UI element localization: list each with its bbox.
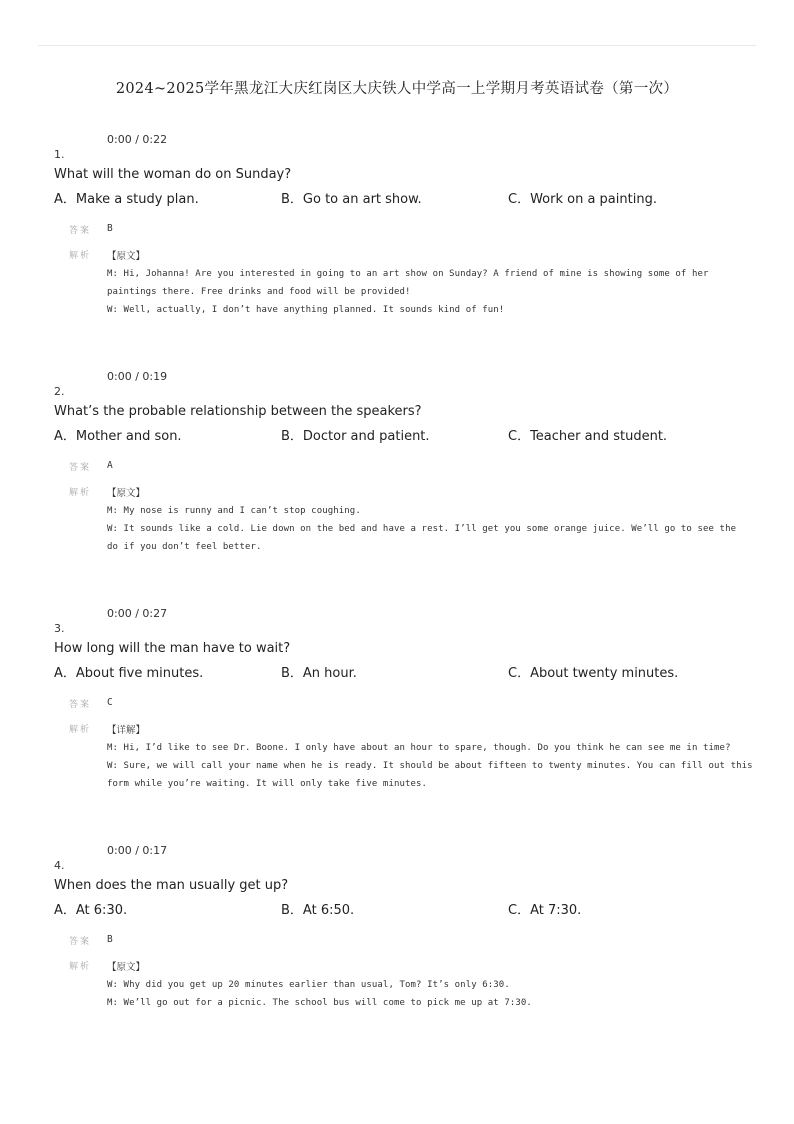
option-c: C．About twenty minutes. bbox=[508, 666, 679, 681]
option-a: A．About five minutes. bbox=[54, 666, 204, 681]
answer-value: C bbox=[107, 697, 113, 708]
question-block bbox=[0, 844, 794, 1081]
answer-label: 答案 bbox=[69, 937, 92, 947]
option-a: A．At 6:30. bbox=[54, 903, 128, 918]
option-a: A．Make a study plan. bbox=[54, 192, 199, 207]
question-block bbox=[0, 607, 794, 844]
explanation-heading: 【原文】 bbox=[107, 251, 146, 262]
question-number: 1. bbox=[54, 148, 65, 161]
answer-value: B bbox=[107, 934, 113, 945]
option-c: C．Teacher and student. bbox=[508, 429, 668, 444]
question-stem: What will the woman do on Sunday? bbox=[54, 167, 292, 182]
option-b: B．Doctor and patient. bbox=[281, 429, 430, 444]
question-block bbox=[0, 370, 794, 607]
option-b: B．Go to an art show. bbox=[281, 192, 422, 207]
option-a: A．Mother and son. bbox=[54, 429, 182, 444]
explanation-line: paintings there. Free drinks and food will be provided! bbox=[107, 287, 411, 297]
question-number: 4. bbox=[54, 859, 65, 872]
audio-timer[interactable]: 0:00 / 0:27 bbox=[107, 607, 168, 620]
top-divider bbox=[38, 45, 756, 46]
explanation-line: do if you don’t feel better. bbox=[107, 542, 262, 552]
explanation-line: W: It sounds like a cold. Lie down on the bed and have a rest. I’ll get you some orange juice. We’ll go to see the bbox=[107, 524, 737, 534]
question-number: 3. bbox=[54, 622, 65, 635]
option-b: B．At 6:50. bbox=[281, 903, 355, 918]
explanation-line: W: Sure, we will call your name when he is ready. It should be about fifteen to twenty minutes. You can fill out this bbox=[107, 761, 753, 771]
answer-label: 答案 bbox=[69, 700, 92, 710]
explanation-label: 解析 bbox=[69, 488, 92, 498]
explanation-line: M: Hi, Johanna! Are you interested in going to an art show on Sunday? A friend of mine is showing some of her bbox=[107, 269, 709, 279]
explanation-line: W: Well, actually, I don’t have anything planned. It sounds kind of fun! bbox=[107, 305, 505, 315]
question-stem: How long will the man have to wait? bbox=[54, 641, 291, 656]
option-c: C．At 7:30. bbox=[508, 903, 582, 918]
explanation-line: M: Hi, I’d like to see Dr. Boone. I only have about an hour to spare, though. Do you think he can see me in time? bbox=[107, 743, 731, 753]
explanation-heading: 【原文】 bbox=[107, 488, 146, 499]
explanation-heading: 【原文】 bbox=[107, 962, 146, 973]
explanation-heading: 【详解】 bbox=[107, 725, 146, 736]
explanation-line: M: My nose is runny and I can’t stop coughing. bbox=[107, 506, 361, 516]
explanation-line: form while you’re waiting. It will only take five minutes. bbox=[107, 779, 428, 789]
answer-value: B bbox=[107, 223, 113, 234]
question-block bbox=[0, 133, 794, 370]
explanation-line: W: Why did you get up 20 minutes earlier than usual, Tom? It’s only 6:30. bbox=[107, 980, 510, 990]
audio-timer[interactable]: 0:00 / 0:17 bbox=[107, 844, 168, 857]
question-stem: When does the man usually get up? bbox=[54, 878, 289, 893]
explanation-label: 解析 bbox=[69, 962, 92, 972]
option-c: C．Work on a painting. bbox=[508, 192, 657, 207]
audio-timer[interactable]: 0:00 / 0:22 bbox=[107, 133, 168, 146]
answer-value: A bbox=[107, 460, 113, 471]
page-title: 2024~2025学年黑龙江大庆红岗区大庆铁人中学高一上学期月考英语试卷（第一次） bbox=[115, 81, 679, 97]
explanation-label: 解析 bbox=[69, 251, 92, 261]
explanation-line: M: We’ll go out for a picnic. The school bus will come to pick me up at 7:30. bbox=[107, 998, 532, 1008]
answer-label: 答案 bbox=[69, 463, 92, 473]
answer-label: 答案 bbox=[69, 226, 92, 236]
audio-timer[interactable]: 0:00 / 0:19 bbox=[107, 370, 168, 383]
option-b: B．An hour. bbox=[281, 666, 357, 681]
question-stem: What’s the probable relationship between the speakers? bbox=[54, 404, 422, 419]
question-number: 2. bbox=[54, 385, 65, 398]
explanation-label: 解析 bbox=[69, 725, 92, 735]
